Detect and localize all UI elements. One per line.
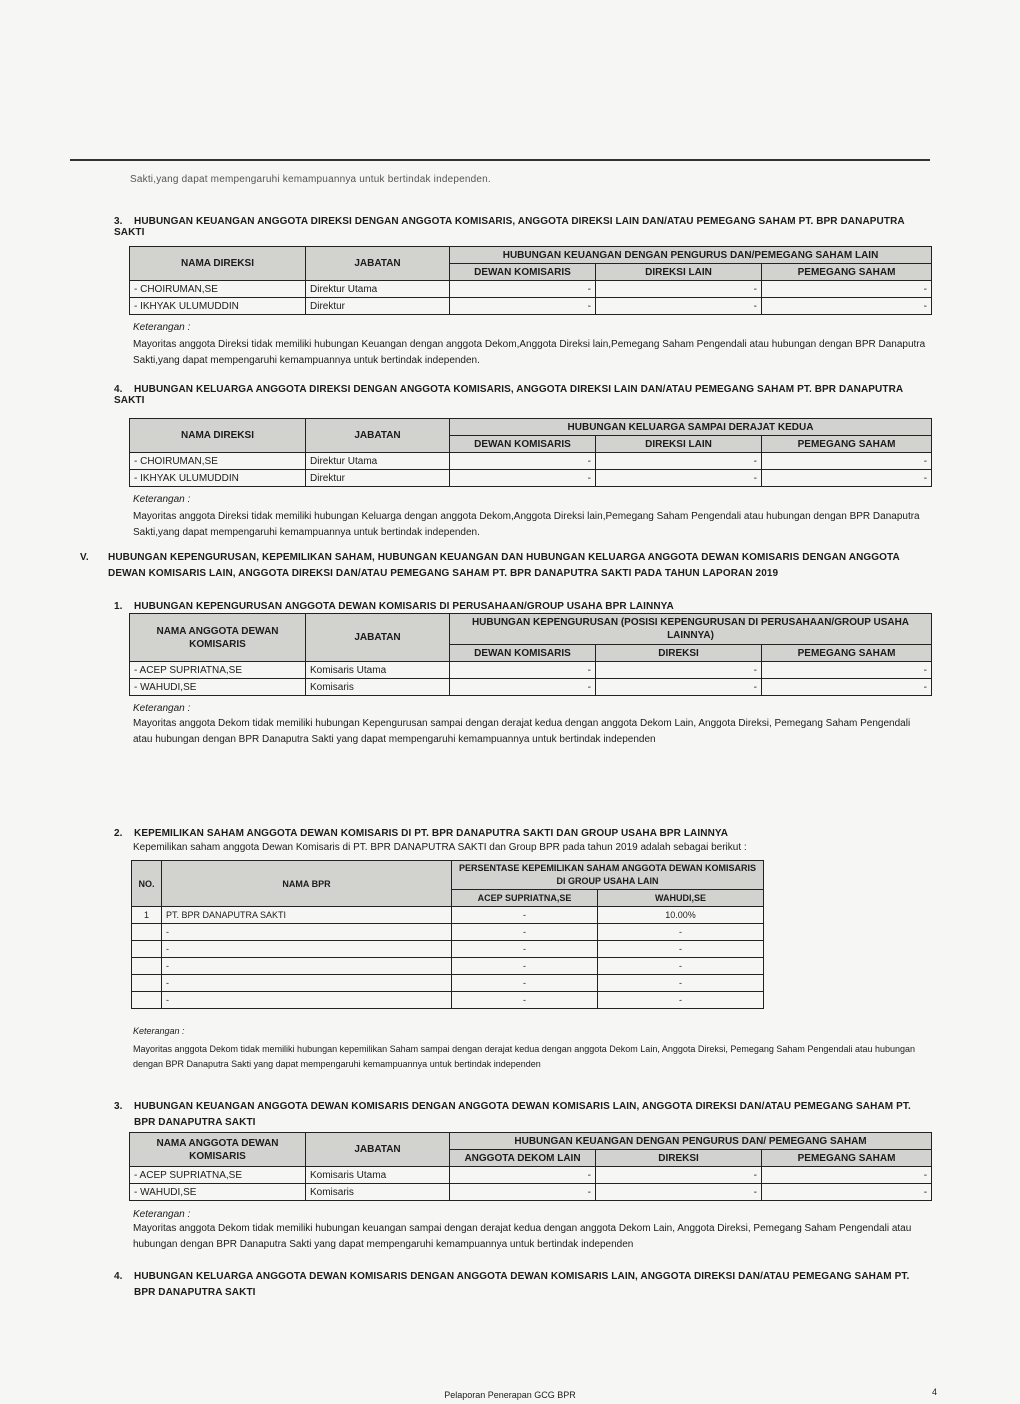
header-col: DEWAN KOMISARIS	[450, 645, 596, 662]
keterangan-text: Mayoritas anggota Dekom tidak memiliki hubungan keuangan sampai dengan derajat kedua dengan anggota Dekom Lain, Anggota Direksi, Pemegang Saham Pengendali atau hubungan dengan BPR Danaputra Sakti yang dapat mempengaruhi kemampuannya untuk bertindak independen	[133, 1223, 912, 1250]
cell-nama: - WAHUDI,SE	[130, 1184, 306, 1201]
cell-nama: PT. BPR DANAPUTRA SAKTI	[162, 907, 452, 924]
keterangan-text: Mayoritas anggota Dekom tidak memiliki hubungan Kepengurusan sampai dengan derajat kedua dengan anggota Dekom Lain, Anggota Direksi, Pemegang Saham Pengendali atau hubungan dengan BPR Danaputra Sakti yang dapat mempengaruhi kemampuannya untuk bertindak independen	[133, 718, 911, 745]
header-col: DIREKSI LAIN	[596, 264, 762, 281]
header-col: DIREKSI	[596, 645, 762, 662]
header-group: HUBUNGAN KEPENGURUSAN (POSISI KEPENGURUSAN DI PERUSAHAAN/GROUP USAHA LAINNYA)	[450, 614, 932, 645]
header-col: ACEP SUPRIATNA,SE	[452, 890, 598, 907]
table-row	[130, 470, 932, 487]
section-3-heading	[114, 216, 934, 238]
cell-value: -	[452, 924, 598, 941]
cell-value: -	[762, 453, 932, 470]
top-rule	[70, 159, 930, 161]
header-col: PEMEGANG SAHAM	[762, 645, 932, 662]
section-4-heading	[114, 384, 934, 406]
header-nama: NAMA DIREKSI	[130, 247, 306, 281]
direksi-keluarga-table	[129, 418, 932, 487]
section-number: 1.	[114, 601, 123, 612]
keterangan-label: Keterangan :	[133, 1209, 191, 1220]
cell-value: 10.00%	[598, 907, 764, 924]
cell-value: -	[596, 281, 762, 298]
cell-value: -	[450, 679, 596, 696]
table-row	[132, 992, 764, 1009]
header-jabatan: JABATAN	[306, 247, 450, 281]
cell-value: -	[596, 679, 762, 696]
keterangan-text: Mayoritas anggota Direksi tidak memiliki hubungan Keluarga dengan anggota Dekom,Anggota Direksi lain,Pemegang Saham Pengendali atau hubungan dengan BPR Danaputra Sakti,yang dapat mempengaruhi kemampuannya untuk bertindak independen.	[133, 511, 920, 538]
keterangan-label: Keterangan :	[133, 322, 191, 333]
header-group: HUBUNGAN KELUARGA SAMPAI DERAJAT KEDUA	[450, 419, 932, 436]
cell-nama: -	[162, 975, 452, 992]
cell-value: -	[596, 1184, 762, 1201]
dekom-kepengurusan-table	[129, 613, 932, 696]
header-group: HUBUNGAN KEUANGAN DENGAN PENGURUS DAN/ PEMEGANG SAHAM	[450, 1133, 932, 1150]
table-row	[130, 281, 932, 298]
subsection-3-heading	[114, 1099, 934, 1131]
section-title: HUBUNGAN KEPENGURUSAN ANGGOTA DEWAN KOMISARIS DI PERUSAHAAN/GROUP USAHA BPR LAINNYA	[134, 601, 674, 612]
cell-nama: - IKHYAK ULUMUDDIN	[130, 298, 306, 315]
header-nama: NAMA ANGGOTA DEWAN KOMISARIS	[130, 1133, 306, 1167]
page-number: 4	[932, 1387, 938, 1397]
section-number: 3.	[114, 1101, 123, 1112]
cell-nama: - ACEP SUPRIATNA,SE	[130, 1167, 306, 1184]
cell-no: 1	[132, 907, 162, 924]
cell-value: -	[762, 470, 932, 487]
subsection-1-heading	[114, 601, 934, 612]
cell-jabatan: Komisaris Utama	[306, 662, 450, 679]
cell-value: -	[762, 281, 932, 298]
header-jabatan: JABATAN	[306, 1133, 450, 1167]
keterangan-text: Mayoritas anggota Dekom tidak memiliki hubungan kepemilikan Saham sampai dengan derajat kedua dengan anggota Dekom Lain, Anggota Direksi, Pemegang Saham Pengendali atau hubungan dengan BPR Danaputra Sakti yang dapat mempengaruhi kemampuannya untuk bertindak independen	[133, 1044, 916, 1069]
header-group: PERSENTASE KEPEMILIKAN SAHAM ANGGOTA DEWAN KOMISARIS DI GROUP USAHA LAIN	[452, 861, 764, 890]
cell-value: -	[596, 1167, 762, 1184]
keterangan-label: Keterangan :	[133, 703, 191, 714]
table-row	[132, 907, 764, 924]
header-col: ANGGOTA DEKOM LAIN	[450, 1150, 596, 1167]
cell-value: -	[762, 679, 932, 696]
header-nama: NAMA ANGGOTA DEWAN KOMISARIS	[130, 614, 306, 662]
cell-value: -	[598, 958, 764, 975]
cell-nama: -	[162, 958, 452, 975]
cell-value: -	[450, 1184, 596, 1201]
cell-value: -	[450, 298, 596, 315]
cell-jabatan: Komisaris	[306, 679, 450, 696]
cell-value: -	[452, 975, 598, 992]
header-col: DEWAN KOMISARIS	[450, 264, 596, 281]
cell-value: -	[452, 958, 598, 975]
table-row	[130, 662, 932, 679]
header-col: DIREKSI	[596, 1150, 762, 1167]
section-number: 4.	[114, 1271, 123, 1282]
header-no: NO.	[132, 861, 162, 907]
cell-nama: - WAHUDI,SE	[130, 679, 306, 696]
cell-nama: -	[162, 941, 452, 958]
header-jabatan: JABATAN	[306, 614, 450, 662]
cell-no	[132, 992, 162, 1009]
cell-value: -	[598, 941, 764, 958]
cell-value: -	[596, 662, 762, 679]
cell-jabatan: Direktur Utama	[306, 281, 450, 298]
header-col: DIREKSI LAIN	[596, 436, 762, 453]
cell-value: -	[452, 992, 598, 1009]
keterangan-label: Keterangan :	[133, 494, 191, 505]
section-title: HUBUNGAN KEPENGURUSAN, KEPEMILIKAN SAHAM, HUBUNGAN KEUANGAN DAN HUBUNGAN KELUARGA ANGGOTA DEWAN KOMISARIS DENGAN ANGGOTA DEWAN KOMISARIS LAIN, ANGGOTA DIREKSI DAN/ATAU PEMEGANG SAHAM PT. BPR DANAPUTRA SAKTI PADA TAHUN LAPORAN 2019	[108, 552, 900, 579]
cell-value: -	[762, 662, 932, 679]
table-row	[132, 941, 764, 958]
direksi-keuangan-table	[129, 246, 932, 315]
cell-value: -	[450, 662, 596, 679]
cell-value: -	[450, 1167, 596, 1184]
cell-jabatan: Komisaris	[306, 1184, 450, 1201]
header-jabatan: JABATAN	[306, 419, 450, 453]
cell-nama: - CHOIRUMAN,SE	[130, 453, 306, 470]
table-row	[130, 298, 932, 315]
table-row	[130, 679, 932, 696]
subsection-4-heading	[114, 1269, 934, 1301]
page-footer: Pelaporan Penerapan GCG BPR	[444, 1390, 576, 1400]
cell-no	[132, 958, 162, 975]
cell-value: -	[452, 941, 598, 958]
cell-no	[132, 924, 162, 941]
cell-value: -	[450, 281, 596, 298]
header-col: PEMEGANG SAHAM	[762, 264, 932, 281]
table-row	[132, 975, 764, 992]
cell-value: -	[596, 453, 762, 470]
section-title: HUBUNGAN KELUARGA ANGGOTA DIREKSI DENGAN ANGGOTA KOMISARIS, ANGGOTA DIREKSI LAIN DAN/ATAU PEMEGANG SAHAM PT. BPR DANAPUTRA SAKTI	[114, 384, 903, 406]
section-number: 3.	[114, 216, 123, 227]
header-col: DEWAN KOMISARIS	[450, 436, 596, 453]
section-number: 2.	[114, 828, 123, 839]
cell-value: -	[596, 470, 762, 487]
cell-value: -	[450, 453, 596, 470]
cell-value: -	[762, 1167, 932, 1184]
section-v-heading	[80, 550, 930, 582]
cell-nama: - CHOIRUMAN,SE	[130, 281, 306, 298]
section-title: HUBUNGAN KEUANGAN ANGGOTA DIREKSI DENGAN ANGGOTA KOMISARIS, ANGGOTA DIREKSI LAIN DAN/ATAU PEMEGANG SAHAM PT. BPR DANAPUTRA SAKTI	[114, 216, 905, 238]
subsection-2-heading	[114, 828, 934, 839]
header-nama-bpr: NAMA BPR	[162, 861, 452, 907]
keterangan-text: Mayoritas anggota Direksi tidak memiliki hubungan Keuangan dengan anggota Dekom,Anggota Direksi lain,Pemegang Saham Pengendali atau hubungan dengan BPR Danaputra Sakti,yang dapat mempengaruhi kemampuannya untuk bertindak independen.	[133, 339, 926, 366]
table-row	[130, 1184, 932, 1201]
cell-nama: -	[162, 992, 452, 1009]
header-col: WAHUDI,SE	[598, 890, 764, 907]
cell-value: -	[452, 907, 598, 924]
cell-value: -	[450, 470, 596, 487]
table-row	[132, 958, 764, 975]
cell-nama: -	[162, 924, 452, 941]
section-title: HUBUNGAN KELUARGA ANGGOTA DEWAN KOMISARIS DENGAN ANGGOTA DEWAN KOMISARIS LAIN, ANGGOTA DIREKSI DAN/ATAU PEMEGANG SAHAM PT. BPR DANAPUTRA SAKTI	[134, 1271, 910, 1298]
cell-value: -	[598, 992, 764, 1009]
section-number: 4.	[114, 384, 123, 395]
cell-jabatan: Komisaris Utama	[306, 1167, 450, 1184]
table-row	[130, 1167, 932, 1184]
cell-nama: - ACEP SUPRIATNA,SE	[130, 662, 306, 679]
cell-jabatan: Direktur Utama	[306, 453, 450, 470]
section-title: HUBUNGAN KEUANGAN ANGGOTA DEWAN KOMISARIS DENGAN ANGGOTA DEWAN KOMISARIS LAIN, ANGGOTA DIREKSI DAN/ATAU PEMEGANG SAHAM PT. BPR DANAPUTRA SAKTI	[134, 1101, 911, 1128]
cell-nama: - IKHYAK ULUMUDDIN	[130, 470, 306, 487]
cell-value: -	[762, 298, 932, 315]
header-group: HUBUNGAN KEUANGAN DENGAN PENGURUS DAN/PEMEGANG SAHAM LAIN	[450, 247, 932, 264]
dekom-keuangan-table	[129, 1132, 932, 1201]
cell-jabatan: Direktur	[306, 298, 450, 315]
header-col: PEMEGANG SAHAM	[762, 1150, 932, 1167]
table-row	[130, 453, 932, 470]
keterangan-label: Keterangan :	[133, 1026, 185, 1036]
subsection-2-subtitle: Kepemilikan saham anggota Dewan Komisaris di PT. BPR DANAPUTRA SAKTI dan Group BPR pada tahun 2019 adalah sebagai berikut :	[133, 842, 747, 853]
cell-value: -	[598, 924, 764, 941]
table-row	[132, 924, 764, 941]
cell-no	[132, 941, 162, 958]
cell-value: -	[596, 298, 762, 315]
section-number: V.	[80, 552, 89, 563]
kepemilikan-saham-table	[131, 860, 764, 1009]
cell-jabatan: Direktur	[306, 470, 450, 487]
cell-value: -	[762, 1184, 932, 1201]
cell-value: -	[598, 975, 764, 992]
header-col: PEMEGANG SAHAM	[762, 436, 932, 453]
header-nama: NAMA DIREKSI	[130, 419, 306, 453]
cut-off-text: Sakti,yang dapat mempengaruhi kemampuannya untuk bertindak independen.	[130, 174, 491, 185]
section-title: KEPEMILIKAN SAHAM ANGGOTA DEWAN KOMISARIS DI PT. BPR DANAPUTRA SAKTI DAN GROUP USAHA BPR LAINNYA	[134, 828, 729, 839]
cell-no	[132, 975, 162, 992]
